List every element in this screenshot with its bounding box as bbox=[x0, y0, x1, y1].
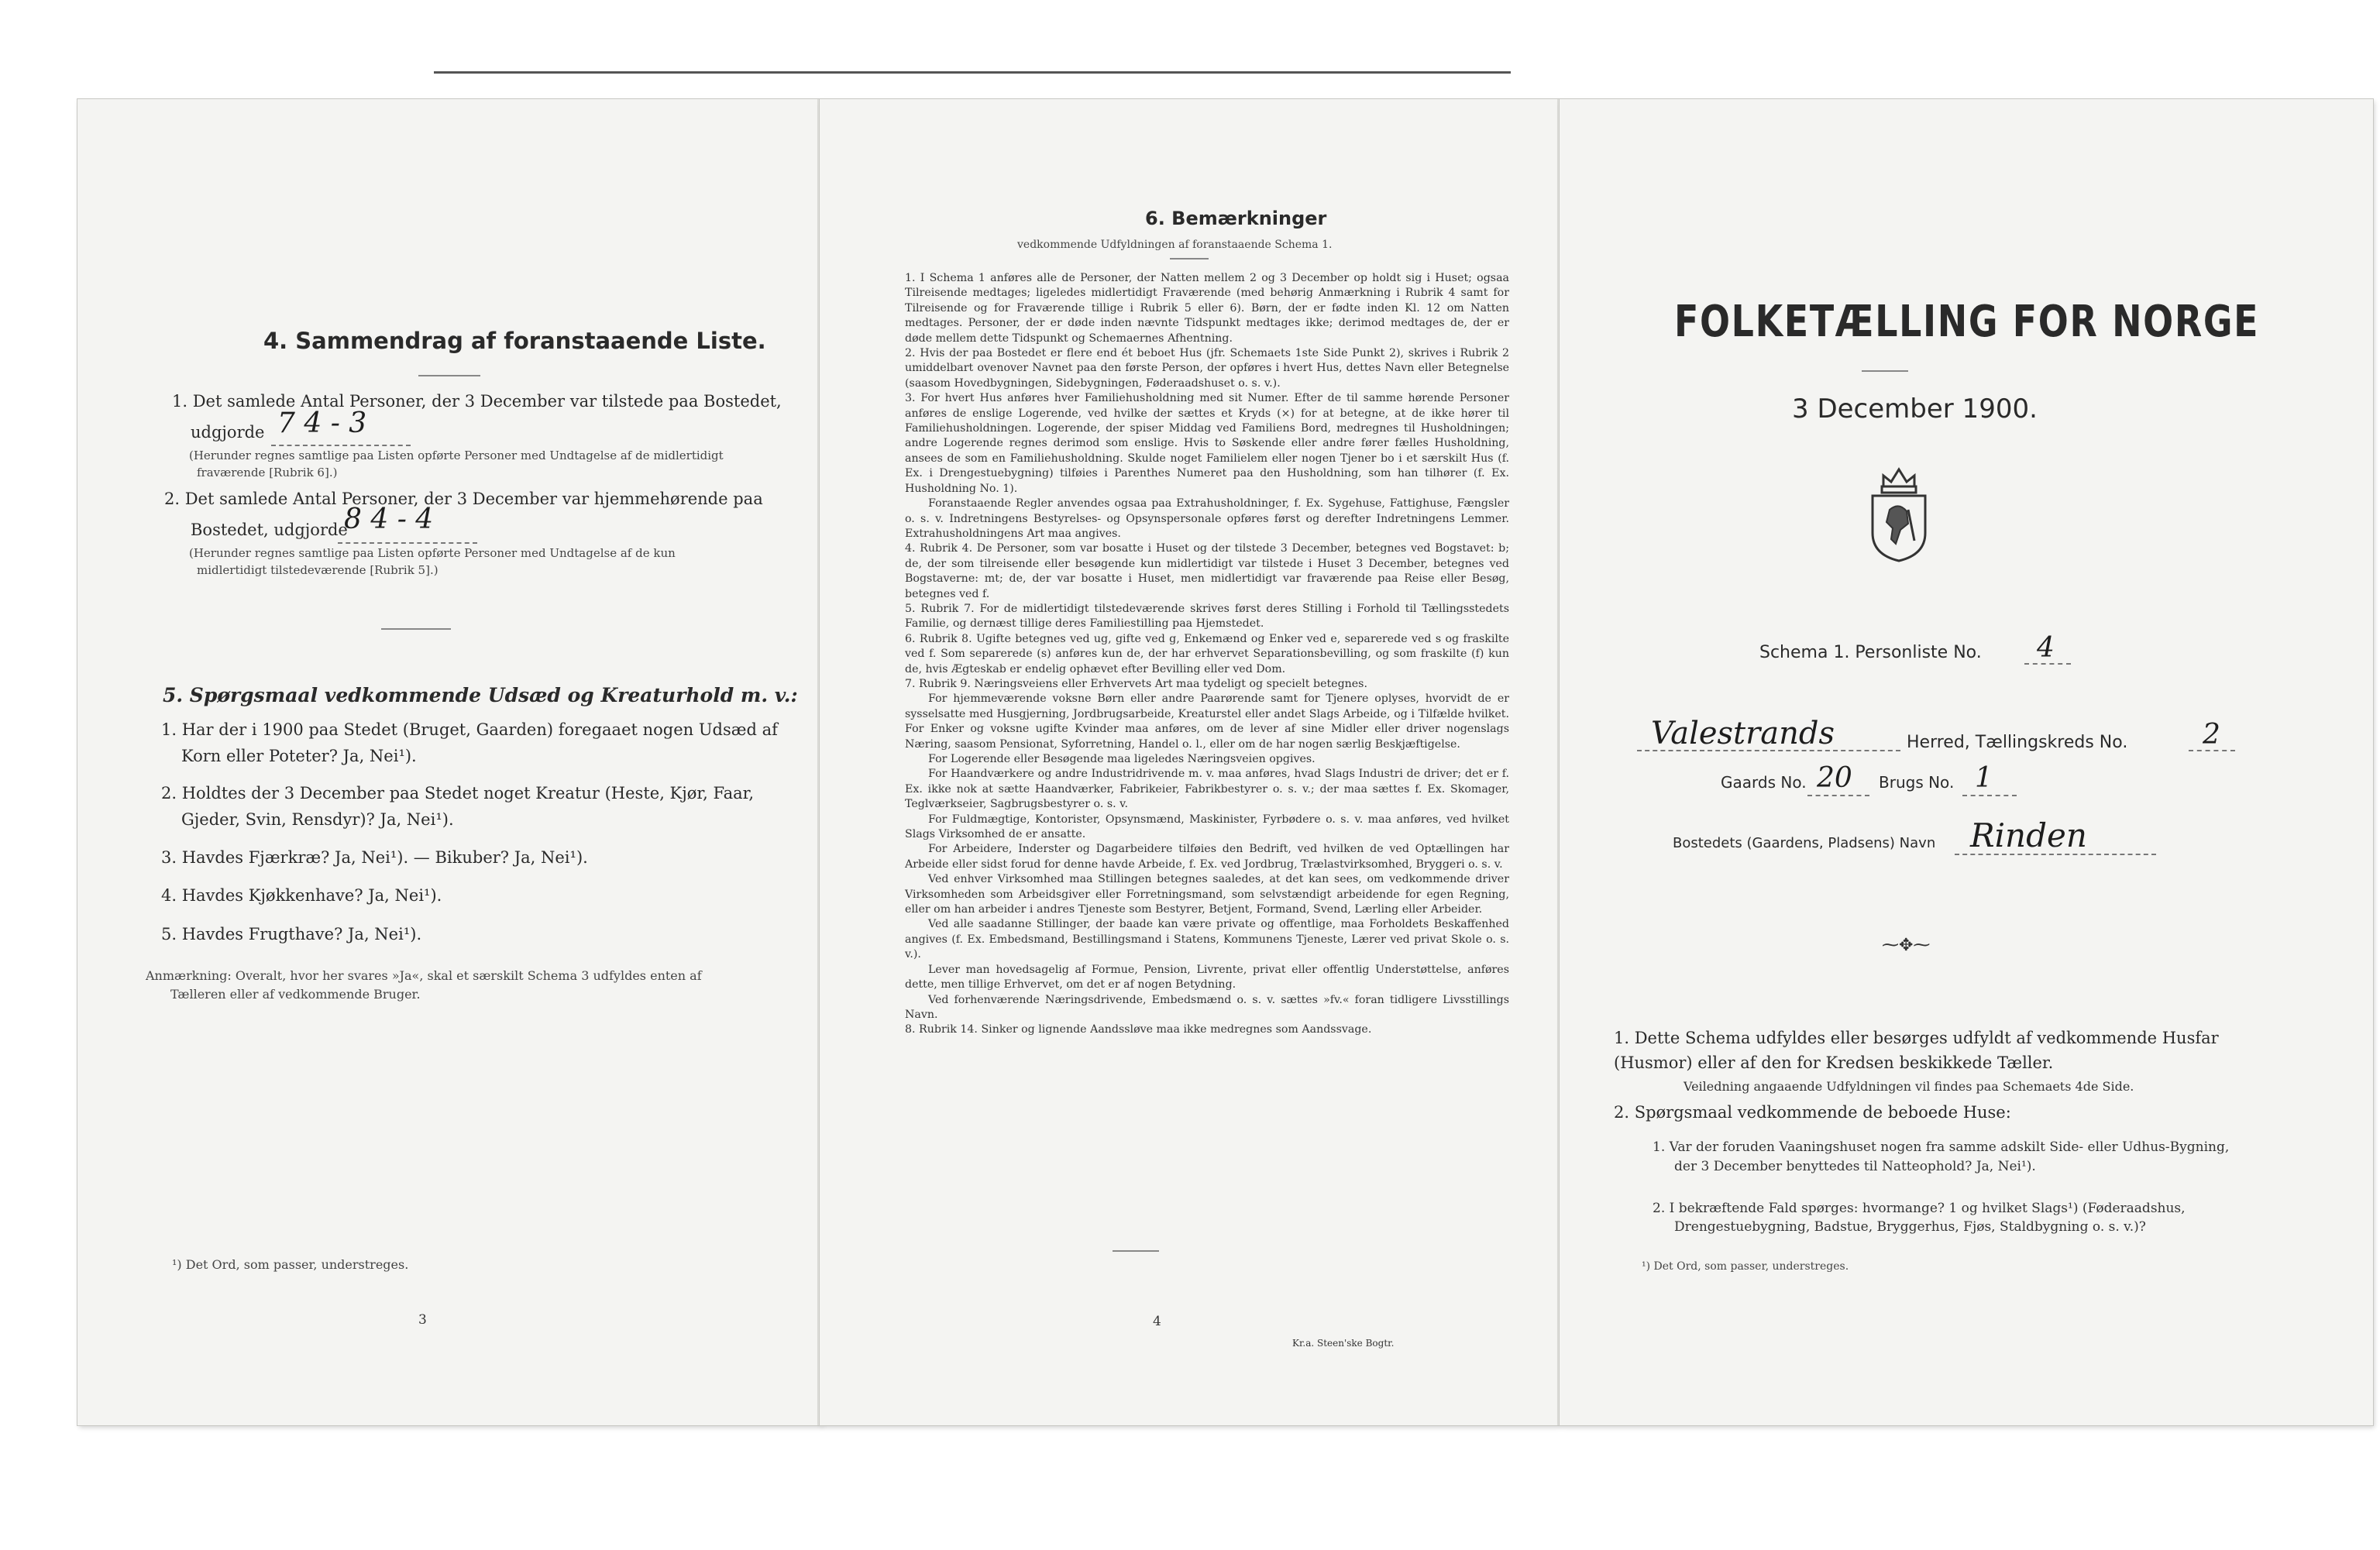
printer-mark: Kr.a. Steen'ske Bogtr. bbox=[1292, 1338, 1395, 1349]
ornament: ⁓✥⁓ bbox=[1882, 936, 1931, 955]
section-5-title: 5. Spørgsmaal vedkommende Udsæd og Kreaturhold m. v.: bbox=[163, 684, 798, 706]
brugs-label: Brugs No. bbox=[1879, 773, 1955, 792]
herred-label: Herred, Tællingskreds No. bbox=[1907, 733, 2128, 752]
remark-paragraph: 6. Rubrik 8. Ugifte betegnes ved ug, gifte ved g, Enkemænd og Enker ved e, separerede ved s og fraskilte ved f. Som separerede (s) anføres kun de, der har erhvervet Separationsbevilling, og som fraskilte (f) kun de, hvis Ægteskab er endelig ophævet efter Bevilling eller ved Dom. bbox=[905, 632, 1509, 675]
summary-item-2-note-2: midlertidigt tilstedeværende [Rubrik 5].) bbox=[197, 563, 439, 577]
scan-top-line bbox=[434, 71, 1511, 74]
remark-paragraph: 8. Rubrik 14. Sinker og lignende Aandssløve maa ikke medregnes som Aandssvage. bbox=[905, 1023, 1372, 1036]
question-4: 4. Havdes Kjøkkenhave? Ja, Nei¹). bbox=[161, 886, 442, 905]
gaards-label: Gaards No. bbox=[1721, 773, 1807, 792]
remark-paragraph: 5. Rubrik 7. For de midlertidigt tilstedeværende skrives først deres Stilling i Forhold til Tællingsstedets Familie, og dernæst tillige deres Familiestilling paa Hjemstedet. bbox=[905, 602, 1509, 631]
divider bbox=[418, 375, 480, 376]
brugs-number: 1 bbox=[1975, 762, 1993, 794]
fill-line bbox=[2024, 663, 2071, 665]
remark-paragraph: For Arbeidere, Inderster og Dagarbeidere tilføies den Bedrift, ved hvilken de ved Optællingen har Arbeide eller sidst forud for denne havde Arbeide, f. Ex. ved Jordbrug, Trælastvirksomhed, Bryggeri o. s. v. bbox=[905, 843, 1509, 871]
remarks-heading: 6. Bemærkninger bbox=[1145, 208, 1327, 229]
instruction-2-1-line-2: der 3 December benyttedes til Natteophold? Ja, Nei¹). bbox=[1674, 1159, 2036, 1174]
fill-line bbox=[338, 542, 477, 544]
summary-item-1-value: 7 4 - 3 bbox=[277, 407, 367, 439]
summary-item-2-note-1: (Herunder regnes samtlige paa Listen opførte Personer med Undtagelse af de kun bbox=[189, 546, 676, 560]
instruction-2: 2. Spørgsmaal vedkommende de beboede Huse: bbox=[1614, 1103, 2011, 1122]
remark-paragraph: 7. Rubrik 9. Næringsveiens eller Erhvervets Art maa tydeligt og specielt betegnes. bbox=[905, 677, 1367, 690]
remarks-text bbox=[905, 271, 1509, 1038]
remarks-subheading: vedkommende Udfyldningen af foranstaaende Schema 1. bbox=[1017, 239, 1333, 251]
schema-label: Schema 1. Personliste No. bbox=[1759, 643, 1982, 662]
summary-item-2-line-2: Bostedet, udgjorde bbox=[191, 521, 348, 539]
remark-paragraph: For Fuldmægtige, Kontorister, Opsynsmænd, Maskinister, Fyrbødere o. s. v. maa anføres, ved hvilket Slags Virksomhed de er ansatte. bbox=[905, 813, 1509, 841]
footnote: ¹) Det Ord, som passer, understreges. bbox=[1642, 1260, 1849, 1273]
divider bbox=[381, 628, 451, 630]
fill-line bbox=[1807, 795, 1869, 796]
question-1-line-1: 1. Har der i 1900 paa Stedet (Bruget, Gaarden) foregaaet nogen Udsæd af bbox=[161, 720, 778, 739]
personliste-number: 4 bbox=[2037, 632, 2055, 664]
summary-item-1-note-1: (Herunder regnes samtlige paa Listen opførte Personer med Undtagelse af de midlertidigt bbox=[189, 449, 724, 462]
remark-paragraph: Ved forhenværende Næringsdrivende, Embedsmænd o. s. v. sættes »fv.« foran tidligere Livsstillings Navn. bbox=[905, 993, 1509, 1021]
herred-name: Valestrands bbox=[1651, 716, 1835, 751]
instruction-2-2-line-2: Drengestuebygning, Badstue, Bryggerhus, Fjøs, Staldbygning o. s. v.)? bbox=[1674, 1219, 2146, 1235]
summary-item-2-value: 8 4 - 4 bbox=[344, 503, 434, 535]
remark-paragraph: Lever man hovedsagelig af Formue, Pension, Livrente, privat eller offentlig Understøttelse, anføres dette, men tillige Erhvervet, om det er af nogen Betydning. bbox=[905, 963, 1509, 992]
fill-line bbox=[1962, 795, 2017, 796]
page-1 bbox=[1560, 99, 2373, 1425]
fill-line bbox=[271, 445, 411, 446]
bosted-name: Rinden bbox=[1970, 816, 2087, 854]
instruction-2-2-line-1: 2. I bekræftende Fald spørges: hvormange? 1 og hvilket Slags¹) (Føderaadshus, bbox=[1653, 1201, 2186, 1216]
page-number: 3 bbox=[418, 1312, 427, 1328]
divider bbox=[1862, 370, 1908, 372]
remark-paragraph: Ved alle saadanne Stillinger, der baade kan være private og offentlige, maa Forholdets Beskaffenhed angives (f. Ex. Embedsmand, Bestillingsmand i Statens, Kommunens Tjeneste, Lærer ved privat Skole o. s. v.). bbox=[905, 918, 1509, 961]
bosted-label: Bostedets (Gaardens, Pladsens) Navn bbox=[1673, 835, 1936, 851]
gaards-number: 20 bbox=[1817, 762, 1852, 794]
summary-item-1-line-2: udgjorde bbox=[191, 423, 265, 442]
instruction-2-1-line-1: 1. Var der foruden Vaaningshuset nogen fra samme adskilt Side- eller Udhus-Bygning, bbox=[1653, 1139, 2230, 1155]
page-number: 4 bbox=[1153, 1314, 1161, 1329]
remark-line-1: Anmærkning: Overalt, hvor her svares »Ja«, skal et særskilt Schema 3 udfyldes enten af bbox=[146, 968, 702, 983]
divider bbox=[1170, 258, 1209, 259]
remark-paragraph: 1. I Schema 1 anføres alle de Personer, der Natten mellem 2 og 3 December op holdt sig i Huset; ogsaa Tilreisende medtages; ligeledes midlertidigt Fraværende (med behørig Anmærkning i Rubrik 4 samt for Tilreisende og for Fraværende tillige i Rubrik 5 eller 6). Børn, der er fødte inden Kl. 12 om Natten medtages. Personer, der er døde inden nævnte Tidspunkt medtages ikke; derimod medtages de, der er døde mellem dette Tidspunkt og Schemaernes Afhentning. bbox=[905, 272, 1509, 345]
remark-paragraph: Ved enhver Virksomhed maa Stillingen betegnes saaledes, at det kan sees, om vedkommende driver Virksomheden som Arbeidsgiver eller Forretningsmand, som selvstændigt arbeidende for egen Regning, eller om han arbeider i andres Tjeneste som Bestyrer, Betjent, Formand, Svend, Lærling eller Arbeider. bbox=[905, 873, 1509, 916]
remark-paragraph: For Haandværkere og andre Industridrivende m. v. maa anføres, hvad Slags Industri de driver; det er f. Ex. ikke nok at sætte Haandværker, Fabrikeier, Fabrikbestyrer o. s. v.; der maa sættes f. Ex. Skomager, Teglværkseier, Sagbrugsbestyrer o. s. v. bbox=[905, 768, 1509, 811]
summary-item-1-line-1: 1. Det samlede Antal Personer, der 3 December var tilstede paa Bostedet, bbox=[172, 392, 782, 411]
divider bbox=[1113, 1250, 1159, 1252]
page-3 bbox=[77, 99, 821, 1425]
question-5: 5. Havdes Frugthave? Ja, Nei¹). bbox=[161, 925, 422, 943]
kreds-number: 2 bbox=[2203, 719, 2220, 751]
instruction-1-line-2: Veiledning angaaende Udfyldningen vil findes paa Schemaets 4de Side. bbox=[1684, 1079, 2134, 1094]
census-date: 3 December 1900. bbox=[1792, 394, 2038, 424]
summary-item-2-line-1: 2. Det samlede Antal Personer, der 3 December var hjemmehørende paa bbox=[164, 490, 763, 508]
question-2-line-1: 2. Holdtes der 3 December paa Stedet noget Kreatur (Heste, Kjør, Faar, bbox=[161, 784, 755, 802]
remark-paragraph: For hjemmeværende voksne Børn eller andre Paarørende samt for Tjenere oplyses, hvorvidt de er sysselsatte med Husgjerning, Jordbrugsarbeide, Kreaturstel eller andet Slags Arbeide, og i Tilfælde hvilket. For Enker og voksne ugifte Kvinder maa anføres, om de lever af sine Midler eller driver nogenslags Næring, saasom Pensionat, Syforretning, Handel o. l., eller om de har nogen særlig Beskjæftigelse. bbox=[905, 693, 1509, 751]
section-4-title: 4. Sammendrag af foranstaaende Liste. bbox=[263, 328, 766, 354]
remark-paragraph: 3. For hvert Hus anføres hver Familiehusholdning med sit Numer. Efter de til samme hørende Personer anføres de enslige Logerende, ved hvilke der sættes et Kryds (×) for at betegne, at de ikke hører til Familiehusholdningen. Logerende, der spiser Middag ved Familiens Bord, medregnes til Husholdningen; andre Logerende regnes derimod som enslige. Hvis to Søskende eller andre fører fælles Husholdning, ansees de som en Familiehusholdning. Skulde noget Familielem eller nogen Tjener bo i et særskilt Hus (f. Ex. i Drengestuebygning) tilføies i Parenthes Numeret paa den Husholdning, som han tilhører (f. Ex. Husholdning No. 1). bbox=[905, 392, 1509, 495]
summary-item-1-note-2: fraværende [Rubrik 6].) bbox=[197, 466, 338, 479]
fill-line bbox=[1955, 854, 2156, 855]
census-title: FOLKETÆLLING FOR NORGE bbox=[1674, 297, 2260, 347]
remark-paragraph: For Logerende eller Besøgende maa ligeledes Næringsveien opgives. bbox=[928, 753, 1316, 765]
remark-paragraph: 4. Rubrik 4. De Personer, som var bosatte i Huset og der tilstede 3 December, betegnes ved Bogstavet: b; de, der som tilreisende eller besøgende kun midlertidigt var tilstede i Huset 3 December, betegnes ved Bogstaverne: mt; de, der var bosatte i Huset, men midlertidigt var fraværende paa Reise eller Besøg, betegnes ved f. bbox=[905, 542, 1509, 600]
fill-line bbox=[1637, 750, 1900, 751]
footnote: ¹) Det Ord, som passer, understreges. bbox=[172, 1257, 409, 1272]
remark-paragraph: 2. Hvis der paa Bostedet er flere end ét beboet Hus (jfr. Schemaets 1ste Side Punkt 2), skrives i Rubrik 2 umiddelbart ovenover Navnet paa den første Person, der opføres i hvert Hus, dettes Navn eller Betegnelse (saasom Hovedbygningen, Sidebygningen, Føderaadshuset o. s. v.). bbox=[905, 347, 1509, 390]
question-1-line-2: Korn eller Poteter? Ja, Nei¹). bbox=[181, 747, 417, 765]
question-2-line-2: Gjeder, Svin, Rensdyr)? Ja, Nei¹). bbox=[181, 810, 454, 829]
remark-paragraph: Foranstaaende Regler anvendes ogsaa paa Extrahusholdninger, f. Ex. Sygehuse, Fattighuse, Fængsler o. s. v. Indretningens Bestyrelses- og Opsynspersonale opføres først og derefter Indretningens Lemmer. Extrahusholdningens Art maa angives. bbox=[905, 497, 1509, 540]
remark-line-2: Tælleren eller af vedkommende Bruger. bbox=[170, 987, 421, 1002]
fill-line bbox=[2189, 750, 2235, 751]
instruction-1-line-1: 1. Dette Schema udfyldes eller besørges udfyldt af vedkommende Husfar (Husmor) eller af den for Kredsen beskikkede Tæller. bbox=[1614, 1029, 2219, 1072]
question-3: 3. Havdes Fjærkræ? Ja, Nei¹). — Bikuber? Ja, Nei¹). bbox=[161, 848, 588, 867]
page-4 bbox=[820, 99, 1560, 1425]
norwegian-coat-of-arms-icon bbox=[1860, 463, 1938, 564]
